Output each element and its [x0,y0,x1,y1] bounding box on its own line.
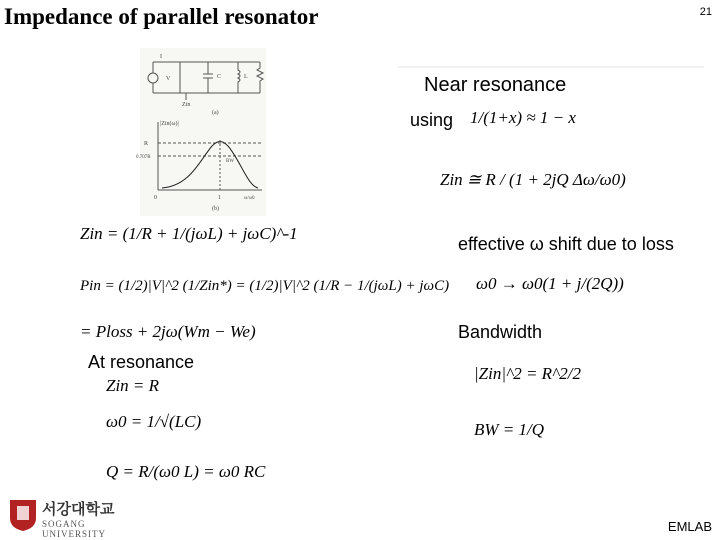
source-icon [148,73,158,83]
page-title: Impedance of parallel resonator [4,4,319,29]
fig-axis-zin: |Zin(ω)| [160,121,179,127]
bw-formula: BW = 1/Q [474,420,545,439]
fig-label-i: I [160,54,162,60]
pin-formula: Pin = (1/2)|V|^2 (1/Zin*) = (1/2)|V|^2 (1/R − 1/(jωL) + jωC) [80,278,450,294]
using-label: using [410,110,454,130]
zin-resonance: Zin = R [106,376,160,395]
circuit-figure [136,48,266,216]
zin-formula: Zin = (1/R + 1/(jωL) + jωC)^-1 [80,224,298,243]
fig-label-one: 1 [218,195,221,201]
effective-shift-label: effective ω shift due to loss [458,234,674,254]
figure-svg [136,48,266,216]
ploss-formula: = Ploss + 2jω(Wm − We) [80,322,256,341]
fig-label-zin: Zin [182,102,191,108]
divider [398,66,704,68]
page-number: 21 [699,6,712,18]
fig-label-bw: BW [226,159,235,164]
zin-near-formula: Zin ≅ R / (1 + 2jQ Δω/ω0) [440,170,626,189]
bandwidth-label: Bandwidth [458,322,543,342]
bw-condition: |Zin|^2 = R^2/2 [474,364,581,383]
fig-label-l: L [244,74,248,80]
approx-formula: 1/(1+x) ≈ 1 − x [470,108,576,127]
university-name-en: SOGANG UNIVERSITY [42,519,106,539]
fig-label-v: V [166,76,171,82]
university-logo [8,498,143,539]
fig-label-r: R [144,141,149,147]
fig-label-a: (a) [212,110,219,116]
lab-name: EMLAB [667,519,712,534]
fig-label-zero: 0 [154,195,157,201]
near-resonance-label: Near resonance [424,74,567,96]
omega0-formula: ω0 = 1/√(LC) [106,412,202,431]
fig-axis-omega: ω/ω0 [244,196,255,201]
fig-label-b: (b) [212,206,219,212]
fig-label-r707: 0.707R [136,155,151,160]
at-resonance-label: At resonance [88,352,195,372]
omega-shift-formula: ω0 → ω0(1 + j/(2Q)) [476,274,624,293]
university-name-kr: 서강대학교 [42,500,115,518]
fig-label-c: C [217,74,222,80]
q-formula: Q = R/(ω0 L) = ω0 RC [106,462,266,481]
shield-icon [8,498,38,532]
